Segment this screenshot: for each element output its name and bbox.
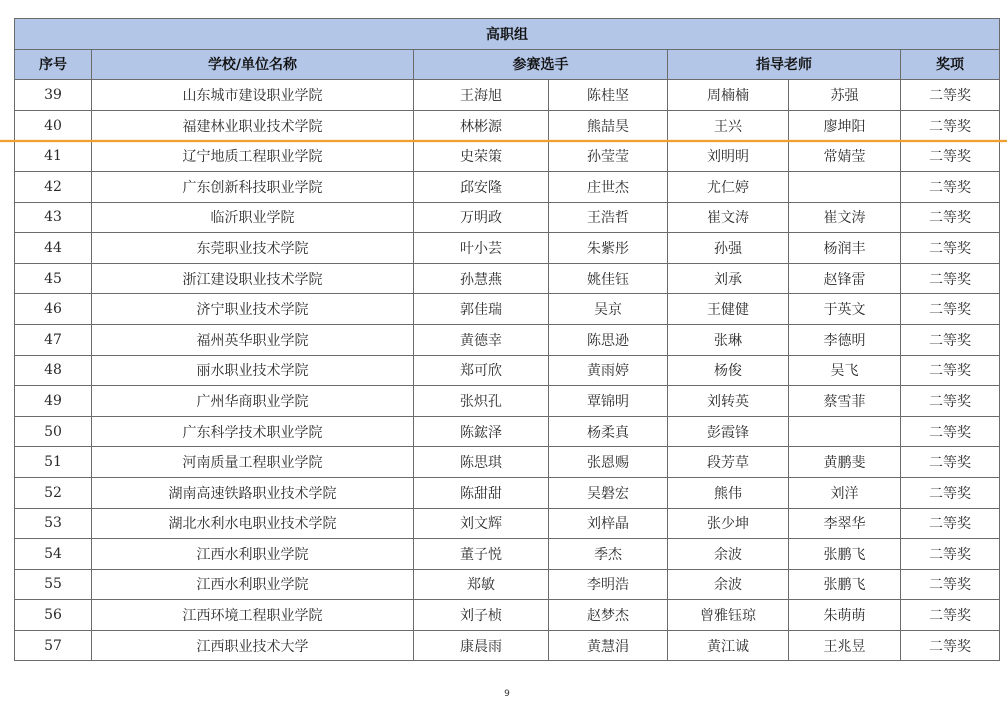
table-row [15,294,1000,325]
cell-award: 二等奖 [901,630,1000,661]
cell-student-1: 史荣策 [414,141,549,172]
cell-teacher-1: 王健健 [668,294,789,325]
cell-teacher-2: 张鹏飞 [789,569,901,600]
cell-teacher-2: 苏强 [789,80,901,111]
table-row [15,324,1000,355]
cell-teacher-1: 张琳 [668,324,789,355]
cell-teacher-1: 曾雅钰琼 [668,600,789,631]
cell-teacher-2: 崔文涛 [789,202,901,233]
table-row [15,416,1000,447]
cell-student-2: 陈桂坚 [549,80,668,111]
cell-student-2: 赵梦杰 [549,600,668,631]
cell-teacher-1: 彭霞锋 [668,416,789,447]
cell-student-1: 林彬源 [414,110,549,141]
cell-award: 二等奖 [901,80,1000,111]
cell-teacher-2: 杨润丰 [789,233,901,264]
cell-student-1: 陈思琪 [414,447,549,478]
table-row [15,508,1000,539]
cell-student-1: 郑敏 [414,569,549,600]
cell-teacher-2: 王兆昱 [789,630,901,661]
cell-school: 湖南高速铁路职业技术学院 [92,477,414,508]
cell-school: 浙江建设职业技术学院 [92,263,414,294]
cell-teacher-1: 余波 [668,569,789,600]
table-row [15,80,1000,111]
cell-index: 40 [15,110,92,141]
cell-award: 二等奖 [901,386,1000,417]
cell-index: 41 [15,141,92,172]
cell-student-1: 王海旭 [414,80,549,111]
cell-student-1: 陈鋐泽 [414,416,549,447]
cell-award: 二等奖 [901,202,1000,233]
cell-student-1: 邱安隆 [414,171,549,202]
cell-index: 50 [15,416,92,447]
cell-index: 56 [15,600,92,631]
cell-student-1: 叶小芸 [414,233,549,264]
group-title: 高职组 [15,19,1000,50]
cell-index: 54 [15,539,92,570]
cell-index: 51 [15,447,92,478]
table-row [15,171,1000,202]
cell-student-2: 覃锦明 [549,386,668,417]
cell-school: 湖北水利水电职业技术学院 [92,508,414,539]
table-row [15,233,1000,264]
page-number: 9 [504,689,510,699]
cell-teacher-1: 杨俊 [668,355,789,386]
column-header-row [15,49,1000,80]
header-students: 参赛选手 [414,49,668,80]
cell-teacher-1: 刘转英 [668,386,789,417]
cell-school: 福州英华职业学院 [92,324,414,355]
cell-teacher-1: 刘明明 [668,141,789,172]
cell-teacher-2: 朱萌萌 [789,600,901,631]
cell-student-1: 张炽孔 [414,386,549,417]
cell-student-2: 王浩哲 [549,202,668,233]
cell-student-2: 杨柔真 [549,416,668,447]
cell-student-1: 黄德幸 [414,324,549,355]
cell-teacher-2: 于英文 [789,294,901,325]
cell-award: 二等奖 [901,141,1000,172]
cell-student-1: 郭佳瑞 [414,294,549,325]
cell-school: 丽水职业技术学院 [92,355,414,386]
cell-award: 二等奖 [901,110,1000,141]
cell-teacher-1: 余波 [668,539,789,570]
cell-award: 二等奖 [901,569,1000,600]
cell-school: 临沂职业学院 [92,202,414,233]
cell-award: 二等奖 [901,233,1000,264]
cell-index: 55 [15,569,92,600]
cell-student-2: 姚佳钰 [549,263,668,294]
cell-teacher-2: 赵锋雷 [789,263,901,294]
cell-award: 二等奖 [901,539,1000,570]
table-row [15,569,1000,600]
cell-teacher-1: 孙强 [668,233,789,264]
cell-award: 二等奖 [901,416,1000,447]
cell-teacher-2: 吴飞 [789,355,901,386]
cell-teacher-1: 王兴 [668,110,789,141]
cell-student-1: 康晨雨 [414,630,549,661]
cell-school: 江西水利职业学院 [92,569,414,600]
cell-teacher-1: 尤仁婷 [668,171,789,202]
table-row [15,141,1000,172]
cell-index: 49 [15,386,92,417]
table-row [15,110,1000,141]
cell-teacher-1: 张少坤 [668,508,789,539]
cell-student-2: 李明浩 [549,569,668,600]
header-award: 奖项 [901,49,1000,80]
cell-student-2: 季杰 [549,539,668,570]
cell-index: 57 [15,630,92,661]
cell-index: 45 [15,263,92,294]
cell-student-1: 孙慧燕 [414,263,549,294]
header-teachers: 指导老师 [668,49,901,80]
awards-table [14,18,1000,661]
highlight-marker-line [0,140,1007,142]
cell-teacher-2: 廖坤阳 [789,110,901,141]
cell-teacher-1: 段芳草 [668,447,789,478]
cell-teacher-2: 李德明 [789,324,901,355]
cell-student-2: 黄雨婷 [549,355,668,386]
cell-award: 二等奖 [901,447,1000,478]
cell-school: 江西水利职业学院 [92,539,414,570]
table-body [15,80,1000,661]
cell-index: 46 [15,294,92,325]
cell-school: 福建林业职业技术学院 [92,110,414,141]
cell-student-1: 郑可欣 [414,355,549,386]
cell-teacher-1: 刘承 [668,263,789,294]
cell-student-2: 陈思逊 [549,324,668,355]
table-row [15,539,1000,570]
cell-teacher-2: 刘洋 [789,477,901,508]
table-row [15,263,1000,294]
table-row [15,477,1000,508]
cell-index: 43 [15,202,92,233]
cell-school: 河南质量工程职业学院 [92,447,414,478]
cell-index: 42 [15,171,92,202]
cell-student-2: 庄世杰 [549,171,668,202]
header-index: 序号 [15,49,92,80]
cell-school: 江西环境工程职业学院 [92,600,414,631]
cell-index: 48 [15,355,92,386]
cell-school: 江西职业技术大学 [92,630,414,661]
header-school: 学校/单位名称 [92,49,414,80]
cell-student-2: 吴京 [549,294,668,325]
cell-student-2: 黄慧涓 [549,630,668,661]
cell-index: 44 [15,233,92,264]
cell-index: 53 [15,508,92,539]
cell-student-1: 万明政 [414,202,549,233]
cell-index: 39 [15,80,92,111]
cell-teacher-2: 蔡雪菲 [789,386,901,417]
group-title-row [15,19,1000,50]
cell-teacher-2: 李翠华 [789,508,901,539]
cell-student-2: 熊喆昊 [549,110,668,141]
table-row [15,355,1000,386]
cell-school: 广东创新科技职业学院 [92,171,414,202]
cell-index: 47 [15,324,92,355]
cell-student-2: 吴磐宏 [549,477,668,508]
cell-teacher-2 [789,416,901,447]
cell-school: 辽宁地质工程职业学院 [92,141,414,172]
cell-school: 东莞职业技术学院 [92,233,414,264]
cell-school: 广州华商职业学院 [92,386,414,417]
cell-teacher-2: 常婧莹 [789,141,901,172]
cell-teacher-1: 周楠楠 [668,80,789,111]
table-row [15,600,1000,631]
cell-teacher-2 [789,171,901,202]
cell-award: 二等奖 [901,477,1000,508]
cell-student-1: 陈甜甜 [414,477,549,508]
cell-school: 广东科学技术职业学院 [92,416,414,447]
cell-teacher-2: 张鹏飞 [789,539,901,570]
cell-award: 二等奖 [901,508,1000,539]
cell-school: 济宁职业技术学院 [92,294,414,325]
cell-student-2: 孙莹莹 [549,141,668,172]
table-row [15,202,1000,233]
cell-teacher-1: 熊伟 [668,477,789,508]
cell-award: 二等奖 [901,294,1000,325]
cell-award: 二等奖 [901,263,1000,294]
cell-award: 二等奖 [901,324,1000,355]
cell-award: 二等奖 [901,600,1000,631]
cell-student-2: 张恩赐 [549,447,668,478]
table-row [15,630,1000,661]
cell-student-2: 刘梓晶 [549,508,668,539]
table-row [15,386,1000,417]
cell-award: 二等奖 [901,355,1000,386]
cell-teacher-1: 黄江诚 [668,630,789,661]
cell-award: 二等奖 [901,171,1000,202]
cell-teacher-1: 崔文涛 [668,202,789,233]
table-row [15,447,1000,478]
cell-school: 山东城市建设职业学院 [92,80,414,111]
cell-student-1: 董子悦 [414,539,549,570]
cell-student-1: 刘文辉 [414,508,549,539]
cell-teacher-2: 黄鹏斐 [789,447,901,478]
cell-index: 52 [15,477,92,508]
cell-student-2: 朱紫彤 [549,233,668,264]
table-header [15,19,1000,80]
cell-student-1: 刘子桢 [414,600,549,631]
